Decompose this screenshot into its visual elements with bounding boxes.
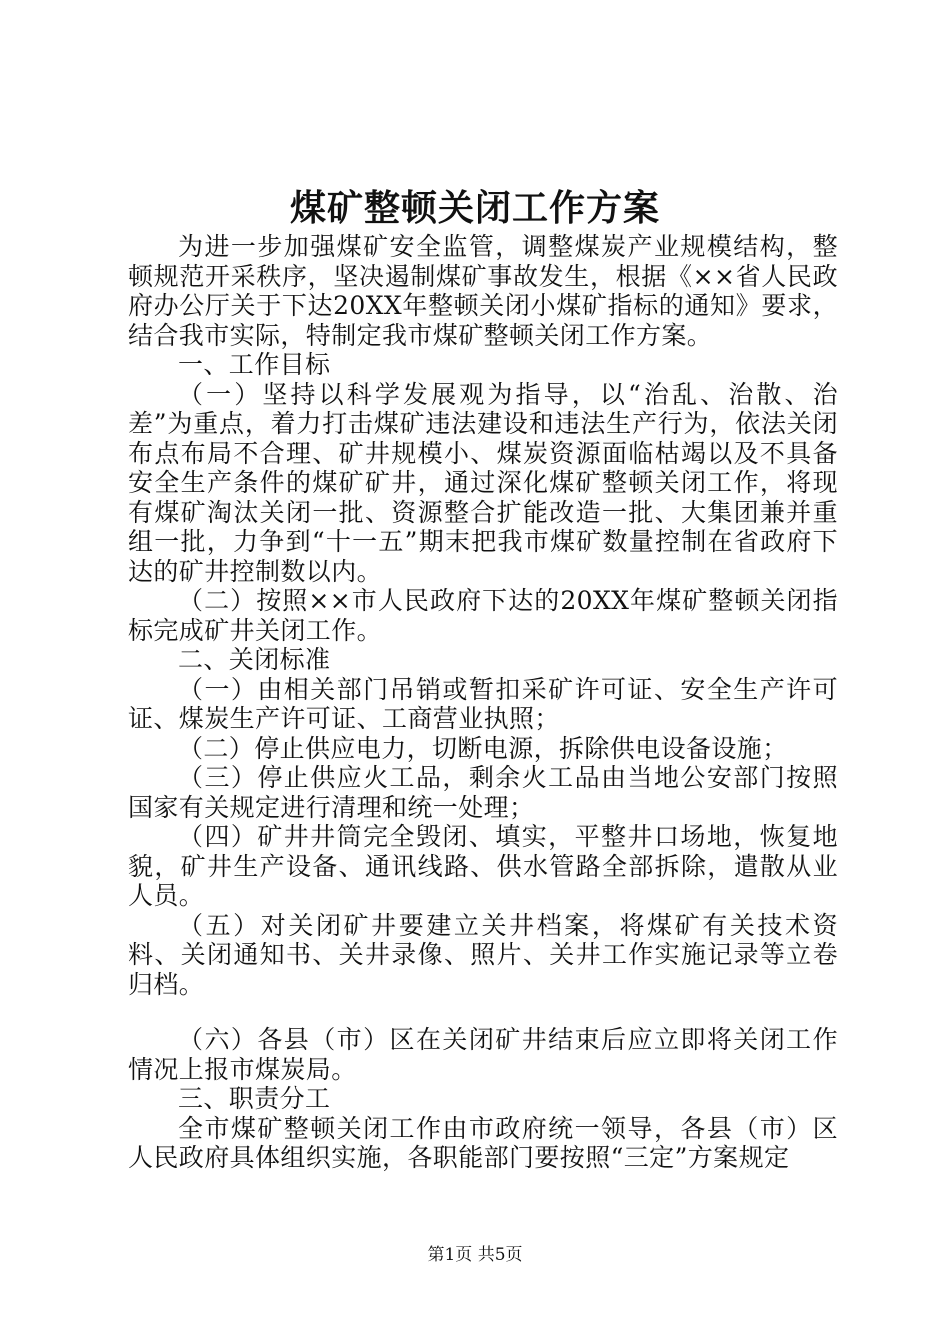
paragraph-goal-2: （二）按照××市人民政府下达的20XX年煤矿整顿关闭指标完成矿井关闭工作。 — [128, 586, 838, 645]
paragraph-standard-4: （四）矿井井筒完全毁闭、填实，平整井口场地，恢复地貌，矿井生产设备、通讯线路、供水管路全部拆除，遣散从业人员。 — [128, 822, 838, 910]
document-body — [128, 232, 838, 1173]
document-title: 煤矿整顿关闭工作方案 — [289, 187, 660, 229]
paragraph-standard-2: （二）停止供应电力，切断电源，拆除供电设备设施； — [178, 733, 788, 763]
paragraph-standard-5: （五）对关闭矿井要建立关井档案，将煤矿有关技术资料、关闭通知书、关井录像、照片、关井工作实施记录等立卷归档。 — [128, 910, 838, 999]
heading-work-goals: 一、工作目标 — [178, 350, 331, 379]
page-number-footer: 第1页 共5页 — [427, 1245, 523, 1265]
paragraph-responsibilities: 全市煤矿整顿关闭工作由市政府统一领导，各县（市）区人民政府具体组织实施，各职能部门要按照“三定”方案规定 — [128, 1113, 838, 1172]
paragraph-goal-1: （一）坚持以科学发展观为指导，以“治乱、治散、治差”为重点，着力打击煤矿违法建设和违法生产行为，依法关闭布点布局不合理、矿井规模小、煤炭资源面临枯竭以及不具备安全生产条件的煤矿矿井，通过深化煤矿整顿关闭工作，将现有煤矿淘汰关闭一批、资源整合扩能改造一批、大集团兼并重组一批，力争到“十一五”期末把我市煤矿数量控制在省政府下达的矿井控制数以内。 — [128, 379, 838, 586]
heading-responsibilities: 三、职责分工 — [178, 1084, 331, 1113]
heading-closure-standards: 二、关闭标准 — [178, 645, 331, 674]
paragraph-standard-3: （三）停止供应火工品，剩余火工品由当地公安部门按照国家有关规定进行清理和统一处理； — [128, 763, 838, 822]
paragraph-standard-6: （六）各县（市）区在关闭矿井结束后应立即将关闭工作情况上报市煤炭局。 — [128, 1025, 838, 1084]
paragraph-intro: 为进一步加强煤矿安全监管，调整煤炭产业规模结构，整顿规范开采秩序，坚决遏制煤矿事故发生，根据《××省人民政府办公厅关于下达20XX年整顿关闭小煤矿指标的通知》要求，结合我市实际，特制定我市煤矿整顿关闭工作方案。 — [128, 232, 838, 350]
paragraph-standard-1: （一）由相关部门吊销或暂扣采矿许可证、安全生产许可证、煤炭生产许可证、工商营业执照； — [128, 674, 838, 733]
